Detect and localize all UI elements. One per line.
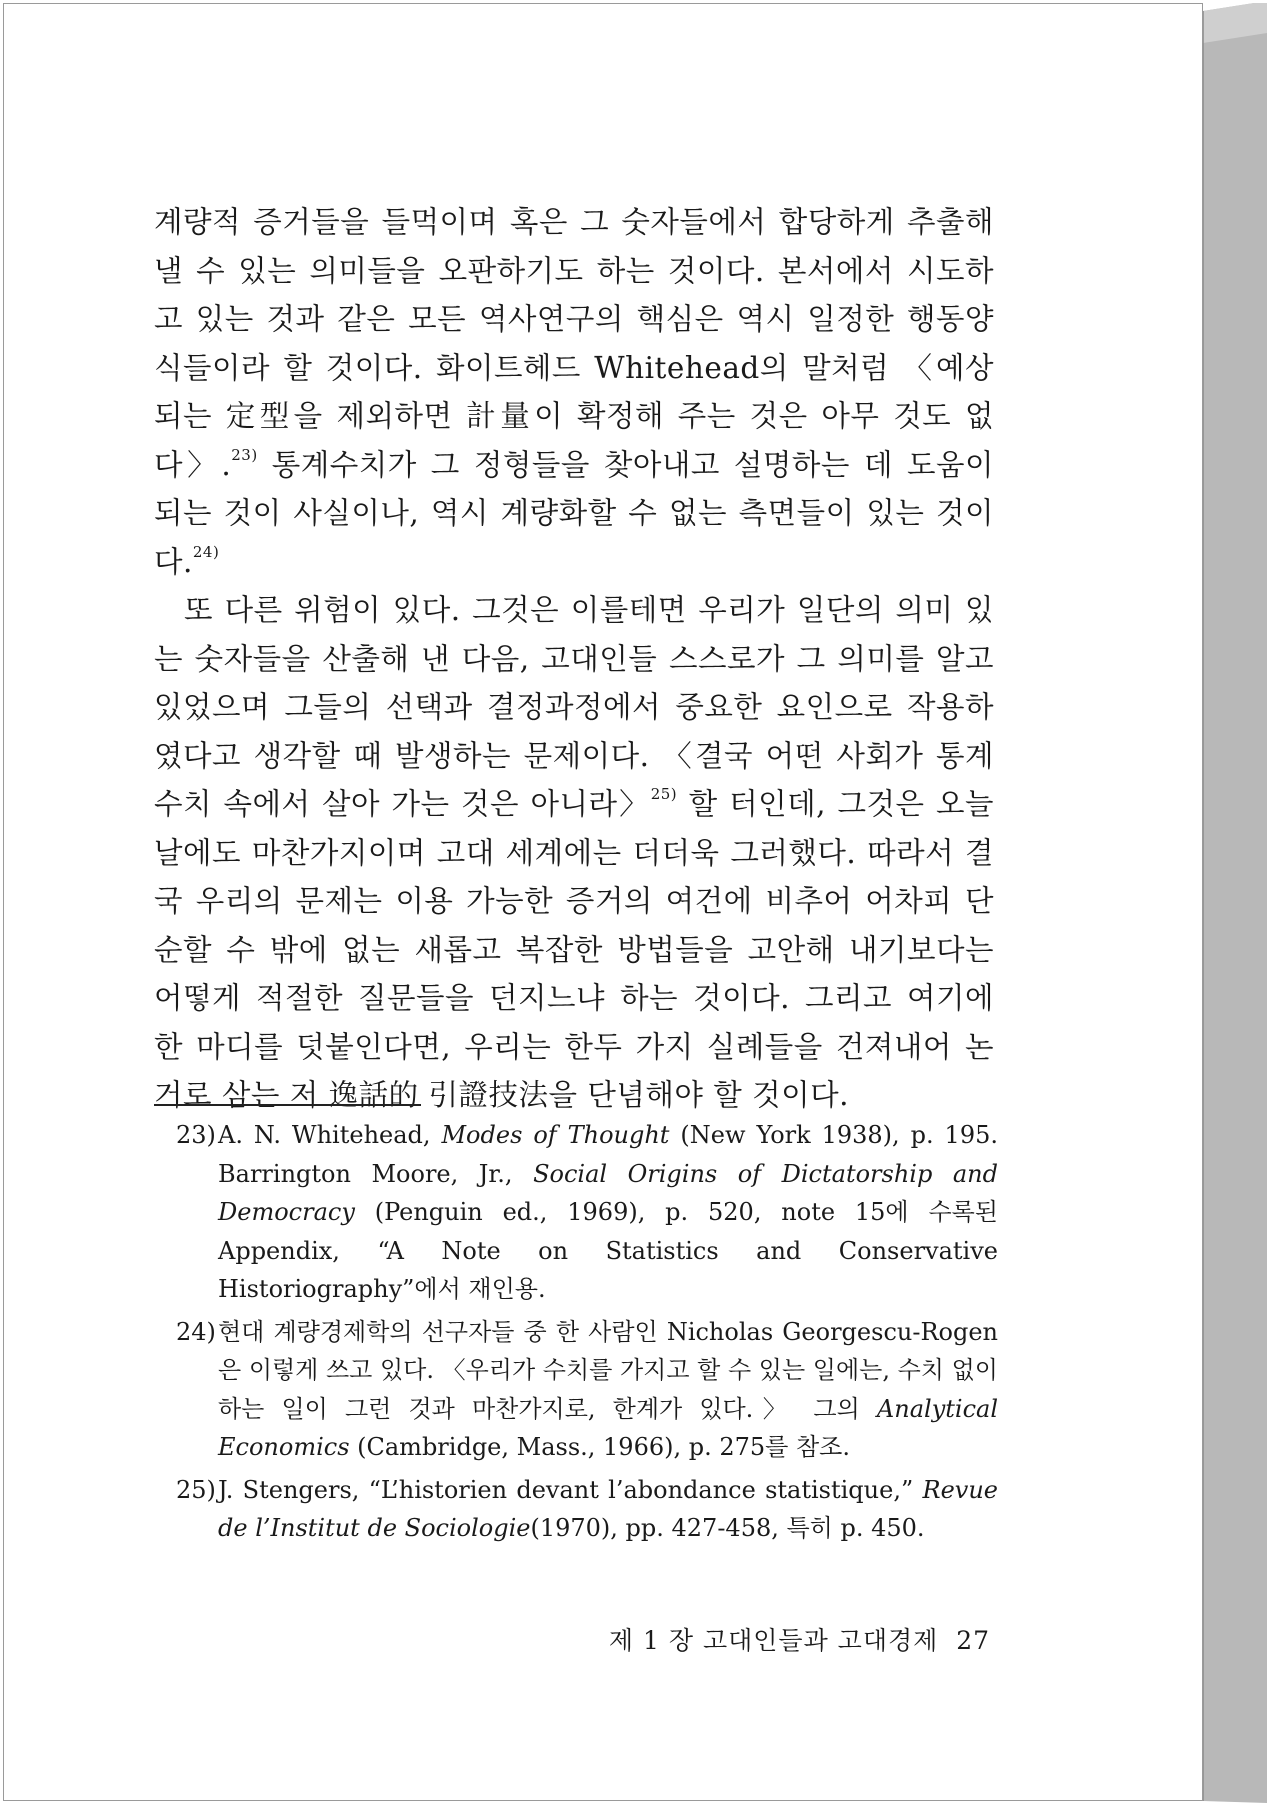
footnote-23	[176, 1116, 998, 1309]
page-footer	[590, 1621, 990, 1657]
book-title: Social Origins of Dictatorship and Democracy	[218, 1159, 999, 1226]
footnote-number: 24)	[176, 1317, 216, 1346]
paragraph	[154, 198, 994, 586]
page-stack-edge	[1203, 3, 1267, 1803]
footnote-number: 23)	[176, 1121, 216, 1149]
footnote-divider	[154, 1104, 421, 1106]
book-title: Modes of Thought	[441, 1121, 670, 1149]
paragraph-text: 또 다른 위험이 있다. 그것은 이를테면 우리가 일단의 의미 있는 숫자들을 산출해 낸 다음, 고대인들 스스로가 그 의미를 알고 있었으며 그들의 선택과 결정과정에서 중요한 요인으로 작용하였다고 생각할 때 발생하는 문제이다. 〈결국 어떤 사회가 통계수치 속에서 살아 가는 것은 아니라〉	[154, 593, 994, 821]
footnote-ref: 24)	[192, 542, 220, 561]
paragraph-text: 통계수치가 그 정형들을 찾아내고 설명하는 데 도움이 되는 것이 사실이나, 역시 계량화할 수 없는 측면들이 있는 것이다.	[154, 447, 995, 579]
paragraph-text: 할 터인데, 그것은 오늘날에도 마찬가지이며 고대 세계에는 더더욱 그러했다. 따라서 결국 우리의 문제는 이용 가능한 증거의 여건에 비추어 어차피 단순할 수 밖에 없는 새롭고 복잡한 방법들을 고안해 내기보다는 어떻게 적절한 질문들을 던지느냐 하는 것이다. 그리고 여기에 한 마디를 덧붙인다면, 우리는 한두 가지 실례들을 건져내어 논거로 삼는 저 逸話的 引證技法을 단념해야 할 것이다.	[154, 787, 994, 1112]
running-head: 제 1 장 고대인들과 고대경제	[608, 1626, 939, 1655]
paragraph	[154, 586, 994, 1120]
footnote-segment: J. Stengers, “L’historien devant l’abondance statistique,”	[218, 1475, 923, 1504]
footnote-ref: 23)	[231, 445, 258, 464]
footnote-25	[176, 1471, 998, 1548]
footnote-text	[218, 1116, 998, 1309]
footnote-segment: A. N. Whitehead,	[218, 1121, 442, 1149]
footnote-segment: (New York 1938), p. 195. Barrington Moore, Jr.,	[218, 1121, 998, 1188]
footnote-segment: 현대 계량경제학의 선구자들 중 한 사람인 Nicholas Georgescu-Rogen은 이렇게 쓰고 있다. 〈우리가 수치를 가지고 할 수 있는 일에는, 수치 없이 하는 일이 그런 것과 마찬가지로, 한계가 있다.〉 그의	[218, 1317, 998, 1423]
main-text	[154, 198, 994, 1120]
journal-title: Revue de l’Institut de Sociologie	[218, 1475, 998, 1542]
paragraph-text: 계량적 증거들을 들먹이며 혹은 그 숫자들에서 합당하게 추출해 낼 수 있는 의미들을 오판하기도 하는 것이다. 본서에서 시도하고 있는 것과 같은 모든 역사연구의 핵심은 역시 일정한 행동양식들이라 할 것이다. 화이트헤드 Whitehead의 말처럼 〈예상되는 定型을 제외하면 計量이 확정해 주는 것은 아무 것도 없다〉.	[154, 205, 994, 482]
footnote-24	[176, 1313, 998, 1467]
footnote-number: 25)	[176, 1475, 216, 1504]
footnote-text	[218, 1471, 998, 1548]
footnote-segment: (1970), pp. 427-458, 특히 p. 450.	[530, 1514, 925, 1542]
page-number: 27	[956, 1626, 990, 1655]
footnote-segment: (Cambridge, Mass., 1966), p. 275를 참조.	[349, 1433, 850, 1461]
footnote-text	[218, 1313, 998, 1467]
book-title: Analytical Economics	[218, 1394, 998, 1461]
footnotes	[176, 1116, 998, 1552]
footnote-ref: 25)	[650, 785, 678, 804]
footnote-segment: (Penguin ed., 1969), p. 520, note 15에 수록된 Appendix, “A Note on Statistics and Conservative Historiography”에서 재인용.	[218, 1198, 998, 1303]
